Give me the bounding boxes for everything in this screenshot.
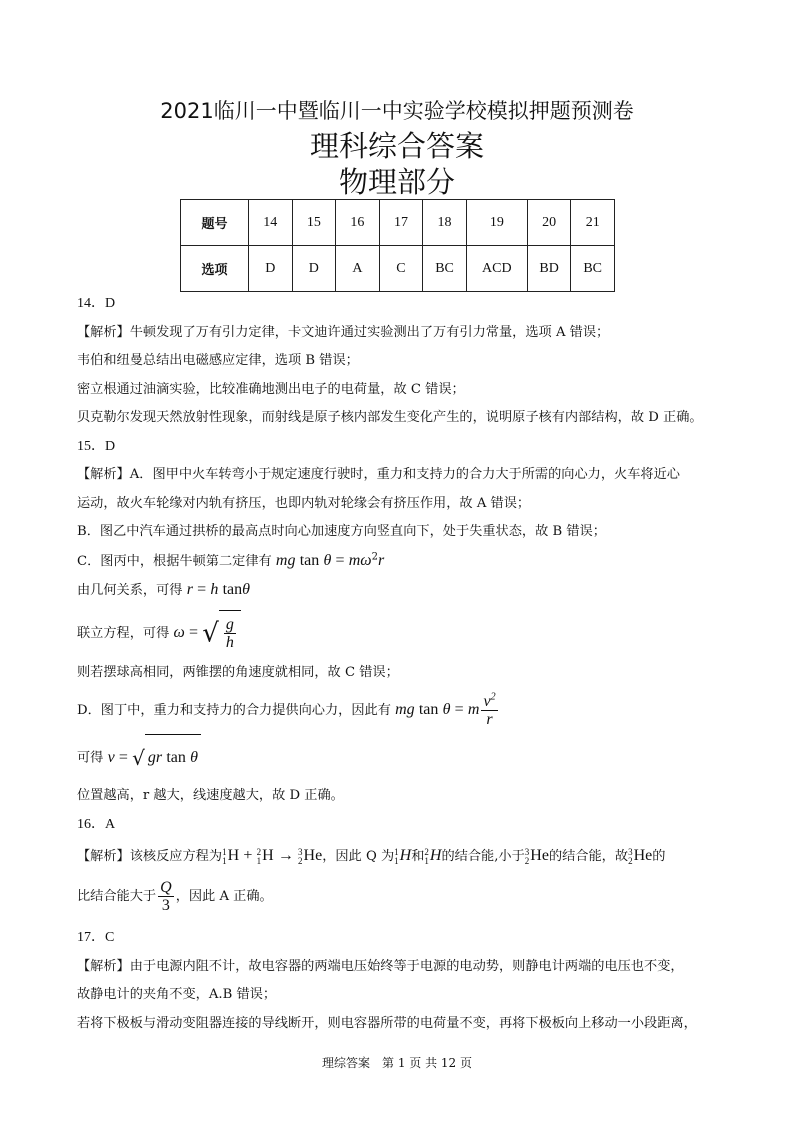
question-14-heading: 14．D (77, 296, 116, 311)
table-cell: 17 (379, 200, 423, 246)
equation-geometry: r = h tanθ (186, 581, 250, 598)
table-cell: 14 (249, 200, 293, 246)
q14-line: 韦伯和纽曼总结出电磁感应定律，选项 B 错误； (77, 353, 359, 368)
answer-table (180, 199, 615, 292)
question-15-heading: 15．D (77, 438, 116, 454)
table-cell: BD (527, 246, 571, 292)
table-cell: 19 (466, 200, 527, 246)
q16-line-1: 【解析】该核反应方程为 1 1 H + 2 1 H → 3 2 He，因此 Q 为 1 1 H和 2 1 H的结合能,小于 3 2 He的结合能，故 3 2 He的 (77, 846, 666, 866)
q16-text: 【解析】该核反应方程为 (77, 849, 223, 864)
q15-line: 【解析】A．图甲中火车转弯小于规定速度行驶时，重力和支持力的合力大于所需的向心力，火车将近心 (77, 467, 680, 482)
equation-omega: ω = √ $\frac{g}{h}$ (174, 626, 241, 641)
q14-line: 贝克勒尔发现天然放射性现象，而射线是原子核内部发生变化产生的，说明原子核有内部结构，故 D 正确。 (77, 410, 703, 425)
table-cell: C (379, 246, 423, 292)
q17-line: 故静电计的夹角不变，A.B 错误； (77, 987, 277, 1002)
q17-line: 【解析】由于电源内阻不计，故电容器的两端电压始终等于电源的电动势，则静电计两端的电压也不变， (77, 958, 684, 974)
q16-text: 比结合能大于 (77, 889, 157, 904)
q16-line-2 (77, 874, 757, 920)
q15-line: B．图乙中汽车通过拱桥的最高点时向心加速度方向竖直向下，处于失重状态，故 B 错误； (77, 524, 606, 539)
fraction-q-over-3: $\frac{Q}{3}$ (160, 879, 172, 914)
table-cell: D (292, 246, 336, 292)
table-cell: BC (423, 246, 467, 292)
table-cell: 20 (527, 200, 571, 246)
q14-line: 密立根通过油滴实验，比较准确地测出电子的电荷量，故 C 错误； (77, 381, 465, 397)
q15-text: 可得 (77, 750, 104, 766)
table-cell: 21 (571, 200, 615, 246)
table-cell: D (249, 246, 293, 292)
question-17-heading: 17．C (77, 930, 115, 945)
nuclear-equation: 1 1 H + 2 1 H → 3 2 He (222, 846, 323, 866)
table-cell: 16 (336, 200, 380, 246)
exam-title: 2021临川一中暨临川一中实验学校模拟押题预测卷 (160, 99, 634, 123)
q15-text: C．图丙中，根据牛顿第二定律有 (77, 553, 272, 569)
table-cell: A (336, 246, 380, 292)
q17-line: 若将下极板与滑动变阻器连接的导线断开，则电容器所带的电荷量不变，再将下极板向上移动一小段距离， (77, 1015, 697, 1031)
section-title: 物理部分 (338, 165, 455, 199)
answer-table-number-row (181, 200, 615, 246)
q15-line: 则若摆球高相同，两锥摆的角速度就相同，故 C 错误； (77, 664, 399, 680)
answer-title: 理科综合答案 (309, 129, 484, 163)
q15-text: D．图丁中，重力和支持力的合力提供向心力，因此有 (77, 703, 391, 718)
solutions-body (77, 290, 757, 1038)
q15-line-omega (77, 610, 757, 657)
table-cell: BC (571, 246, 615, 292)
q15-line-d (77, 687, 757, 734)
q15-line-v (77, 734, 757, 782)
table-cell: 15 (292, 200, 336, 246)
equation-velocity: v = √ gr tan θ (108, 751, 201, 766)
q15-line-geometry (77, 576, 757, 606)
q16-text: 的结合能，故 (548, 849, 629, 864)
table-cell: ACD (466, 246, 527, 292)
question-16-heading: 16．A (77, 816, 116, 832)
page-footer: 理综答案 第 1 页 共 12 页 (322, 1056, 472, 1070)
q15-line: 运动，故火车轮缘对内轨有挤压，也即内轨对轮缘会有挤压作用，故 A 错误； (77, 495, 531, 511)
q16-text: 和 (411, 849, 425, 864)
answer-table-answer-row (181, 246, 615, 292)
row-label: 题号 (181, 200, 249, 246)
equation-centripetal: mg tan θ = m $\frac{v^2}{r}$ (395, 691, 496, 728)
q16-text: ，因此 Q 为 (322, 849, 395, 864)
q15-line-c (77, 547, 757, 577)
q14-line: 【解析】牛顿发现了万有引力定律，卡文迪许通过实验测出了万有引力常量，选项 A 错误； (77, 324, 610, 340)
table-cell: 18 (423, 200, 467, 246)
q15-text: 由几何关系，可得 (77, 583, 183, 598)
q15-line: 位置越高，r 越大，线速度越大，故 D 正确。 (77, 788, 344, 803)
row-label: 选项 (181, 246, 249, 292)
q15-text: 联立方程，可得 (77, 625, 170, 641)
q16-text: 的结合能,小于 (441, 849, 525, 864)
q16-text: 的 (652, 849, 666, 864)
q16-text: ，因此 A 正确。 (175, 889, 273, 904)
equation-newton: mg $\tan \theta = m\omega^2r$ (275, 551, 385, 569)
